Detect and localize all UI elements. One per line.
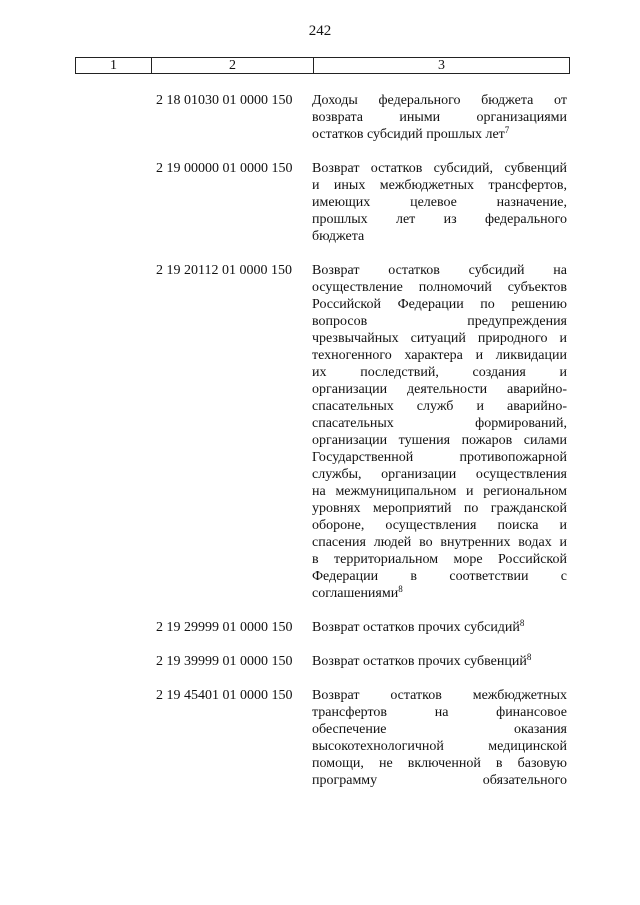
budget-code: 2 18 01030 01 0000 150 xyxy=(156,93,293,108)
description-text: Возврат остатков субсидий на xyxy=(312,263,567,278)
description-line xyxy=(312,160,567,177)
description-line xyxy=(312,347,567,364)
description-line xyxy=(312,92,567,109)
income-description xyxy=(312,653,567,670)
description-text: обеспечение оказания xyxy=(312,722,567,737)
description-text: имеющих целевое назначение, xyxy=(312,195,567,210)
description-text: их последствий, создания и xyxy=(312,365,567,380)
budget-code: 2 19 45401 01 0000 150 xyxy=(156,688,293,703)
description-text: соглашениями xyxy=(312,586,399,601)
description-line xyxy=(312,279,567,296)
description-line xyxy=(312,500,567,517)
budget-code: 2 19 39999 01 0000 150 xyxy=(156,654,293,669)
description-text: уровнях мероприятий по гражданской xyxy=(312,501,567,516)
budget-code: 2 19 00000 01 0000 150 xyxy=(156,161,293,176)
table-header xyxy=(75,57,570,74)
description-line xyxy=(312,313,567,330)
description-text: прошлых лет из федерального xyxy=(312,212,567,227)
description-text: Возврат остатков субсидий, субвенций xyxy=(312,161,567,176)
description-line xyxy=(312,517,567,534)
description-text: обороне, осуществления поиска и xyxy=(312,518,567,533)
column-header-3: 3 xyxy=(438,58,445,73)
description-text: помощи, не включенной в базовую xyxy=(312,756,567,771)
income-description xyxy=(312,619,567,636)
description-text: возврата иными организациями xyxy=(312,110,567,125)
description-text: остатков субсидий прошлых лет xyxy=(312,127,505,142)
description-line xyxy=(312,704,567,721)
income-description xyxy=(312,262,567,602)
description-text: спасательных формирований, xyxy=(312,416,567,431)
description-line xyxy=(312,432,567,449)
description-text: программу обязательного xyxy=(312,773,567,788)
description-line xyxy=(312,772,567,789)
footnote-marker: 8 xyxy=(519,618,525,628)
description-line xyxy=(312,619,567,636)
description-line xyxy=(312,534,567,551)
table-row xyxy=(0,653,640,670)
footnote-marker: 8 xyxy=(526,652,532,662)
description-line xyxy=(312,109,567,126)
description-line xyxy=(312,296,567,313)
description-text: техногенного характера и ликвидации xyxy=(312,348,567,363)
description-line xyxy=(312,415,567,432)
footnote-marker: 8 xyxy=(398,584,403,594)
description-text: осуществление полномочий субъектов xyxy=(312,280,567,295)
description-text: на межмуниципальном и региональном xyxy=(312,484,567,499)
description-line xyxy=(312,568,567,585)
description-line xyxy=(312,653,567,670)
description-text: в территориальном море Российской xyxy=(312,552,567,567)
budget-code: 2 19 29999 01 0000 150 xyxy=(156,620,293,635)
description-text: Возврат остатков прочих субсидий xyxy=(312,620,520,635)
description-line xyxy=(312,551,567,568)
description-line xyxy=(312,126,567,143)
description-text: трансфертов на финансовое xyxy=(312,705,567,720)
description-text: службы, организации осуществления xyxy=(312,467,567,482)
description-line xyxy=(312,466,567,483)
description-text: бюджета xyxy=(312,229,365,244)
income-description xyxy=(312,92,567,143)
description-line xyxy=(312,449,567,466)
table-row xyxy=(0,92,640,143)
description-text: Федерации в соответствии с xyxy=(312,569,567,584)
description-text: и иных межбюджетных трансфертов, xyxy=(312,178,567,193)
description-line xyxy=(312,177,567,194)
description-line xyxy=(312,364,567,381)
footnote-marker: 7 xyxy=(504,125,510,135)
description-text: организации деятельности аварийно- xyxy=(312,382,567,397)
description-text: спасательных служб и аварийно- xyxy=(312,399,567,414)
description-text: Российской Федерации по решению xyxy=(312,297,567,312)
table-row xyxy=(0,619,640,636)
description-text: Возврат остатков межбюджетных xyxy=(312,688,567,703)
description-line xyxy=(312,755,567,772)
description-line xyxy=(312,687,567,704)
description-text: высокотехнологичной медицинской xyxy=(312,739,567,754)
description-line xyxy=(312,585,567,602)
description-line xyxy=(312,483,567,500)
table-row xyxy=(0,262,640,602)
description-line xyxy=(312,228,567,245)
income-description xyxy=(312,687,567,789)
description-line xyxy=(312,262,567,279)
budget-code: 2 19 20112 01 0000 150 xyxy=(156,263,292,278)
income-description xyxy=(312,160,567,245)
table-body xyxy=(0,92,640,806)
description-line xyxy=(312,721,567,738)
description-text: чрезвычайных ситуаций природного и xyxy=(312,331,567,346)
description-text: спасения людей во внутренних водах и xyxy=(312,535,567,550)
table-row xyxy=(0,160,640,245)
description-line xyxy=(312,381,567,398)
description-line xyxy=(312,211,567,228)
description-line xyxy=(312,398,567,415)
page-number: 242 xyxy=(308,23,332,39)
description-text: Возврат остатков прочих субвенций xyxy=(312,654,527,669)
description-text: организации тушения пожаров силами xyxy=(312,433,567,448)
description-line xyxy=(312,194,567,211)
description-line xyxy=(312,738,567,755)
column-header-1: 1 xyxy=(76,58,152,73)
table-row xyxy=(0,687,640,789)
description-text: Государственной противопожарной xyxy=(312,450,567,465)
column-header-2: 2 xyxy=(152,58,314,73)
description-line xyxy=(312,330,567,347)
description-text: Доходы федерального бюджета от xyxy=(312,93,567,108)
description-text: вопросов предупреждения xyxy=(312,314,567,329)
